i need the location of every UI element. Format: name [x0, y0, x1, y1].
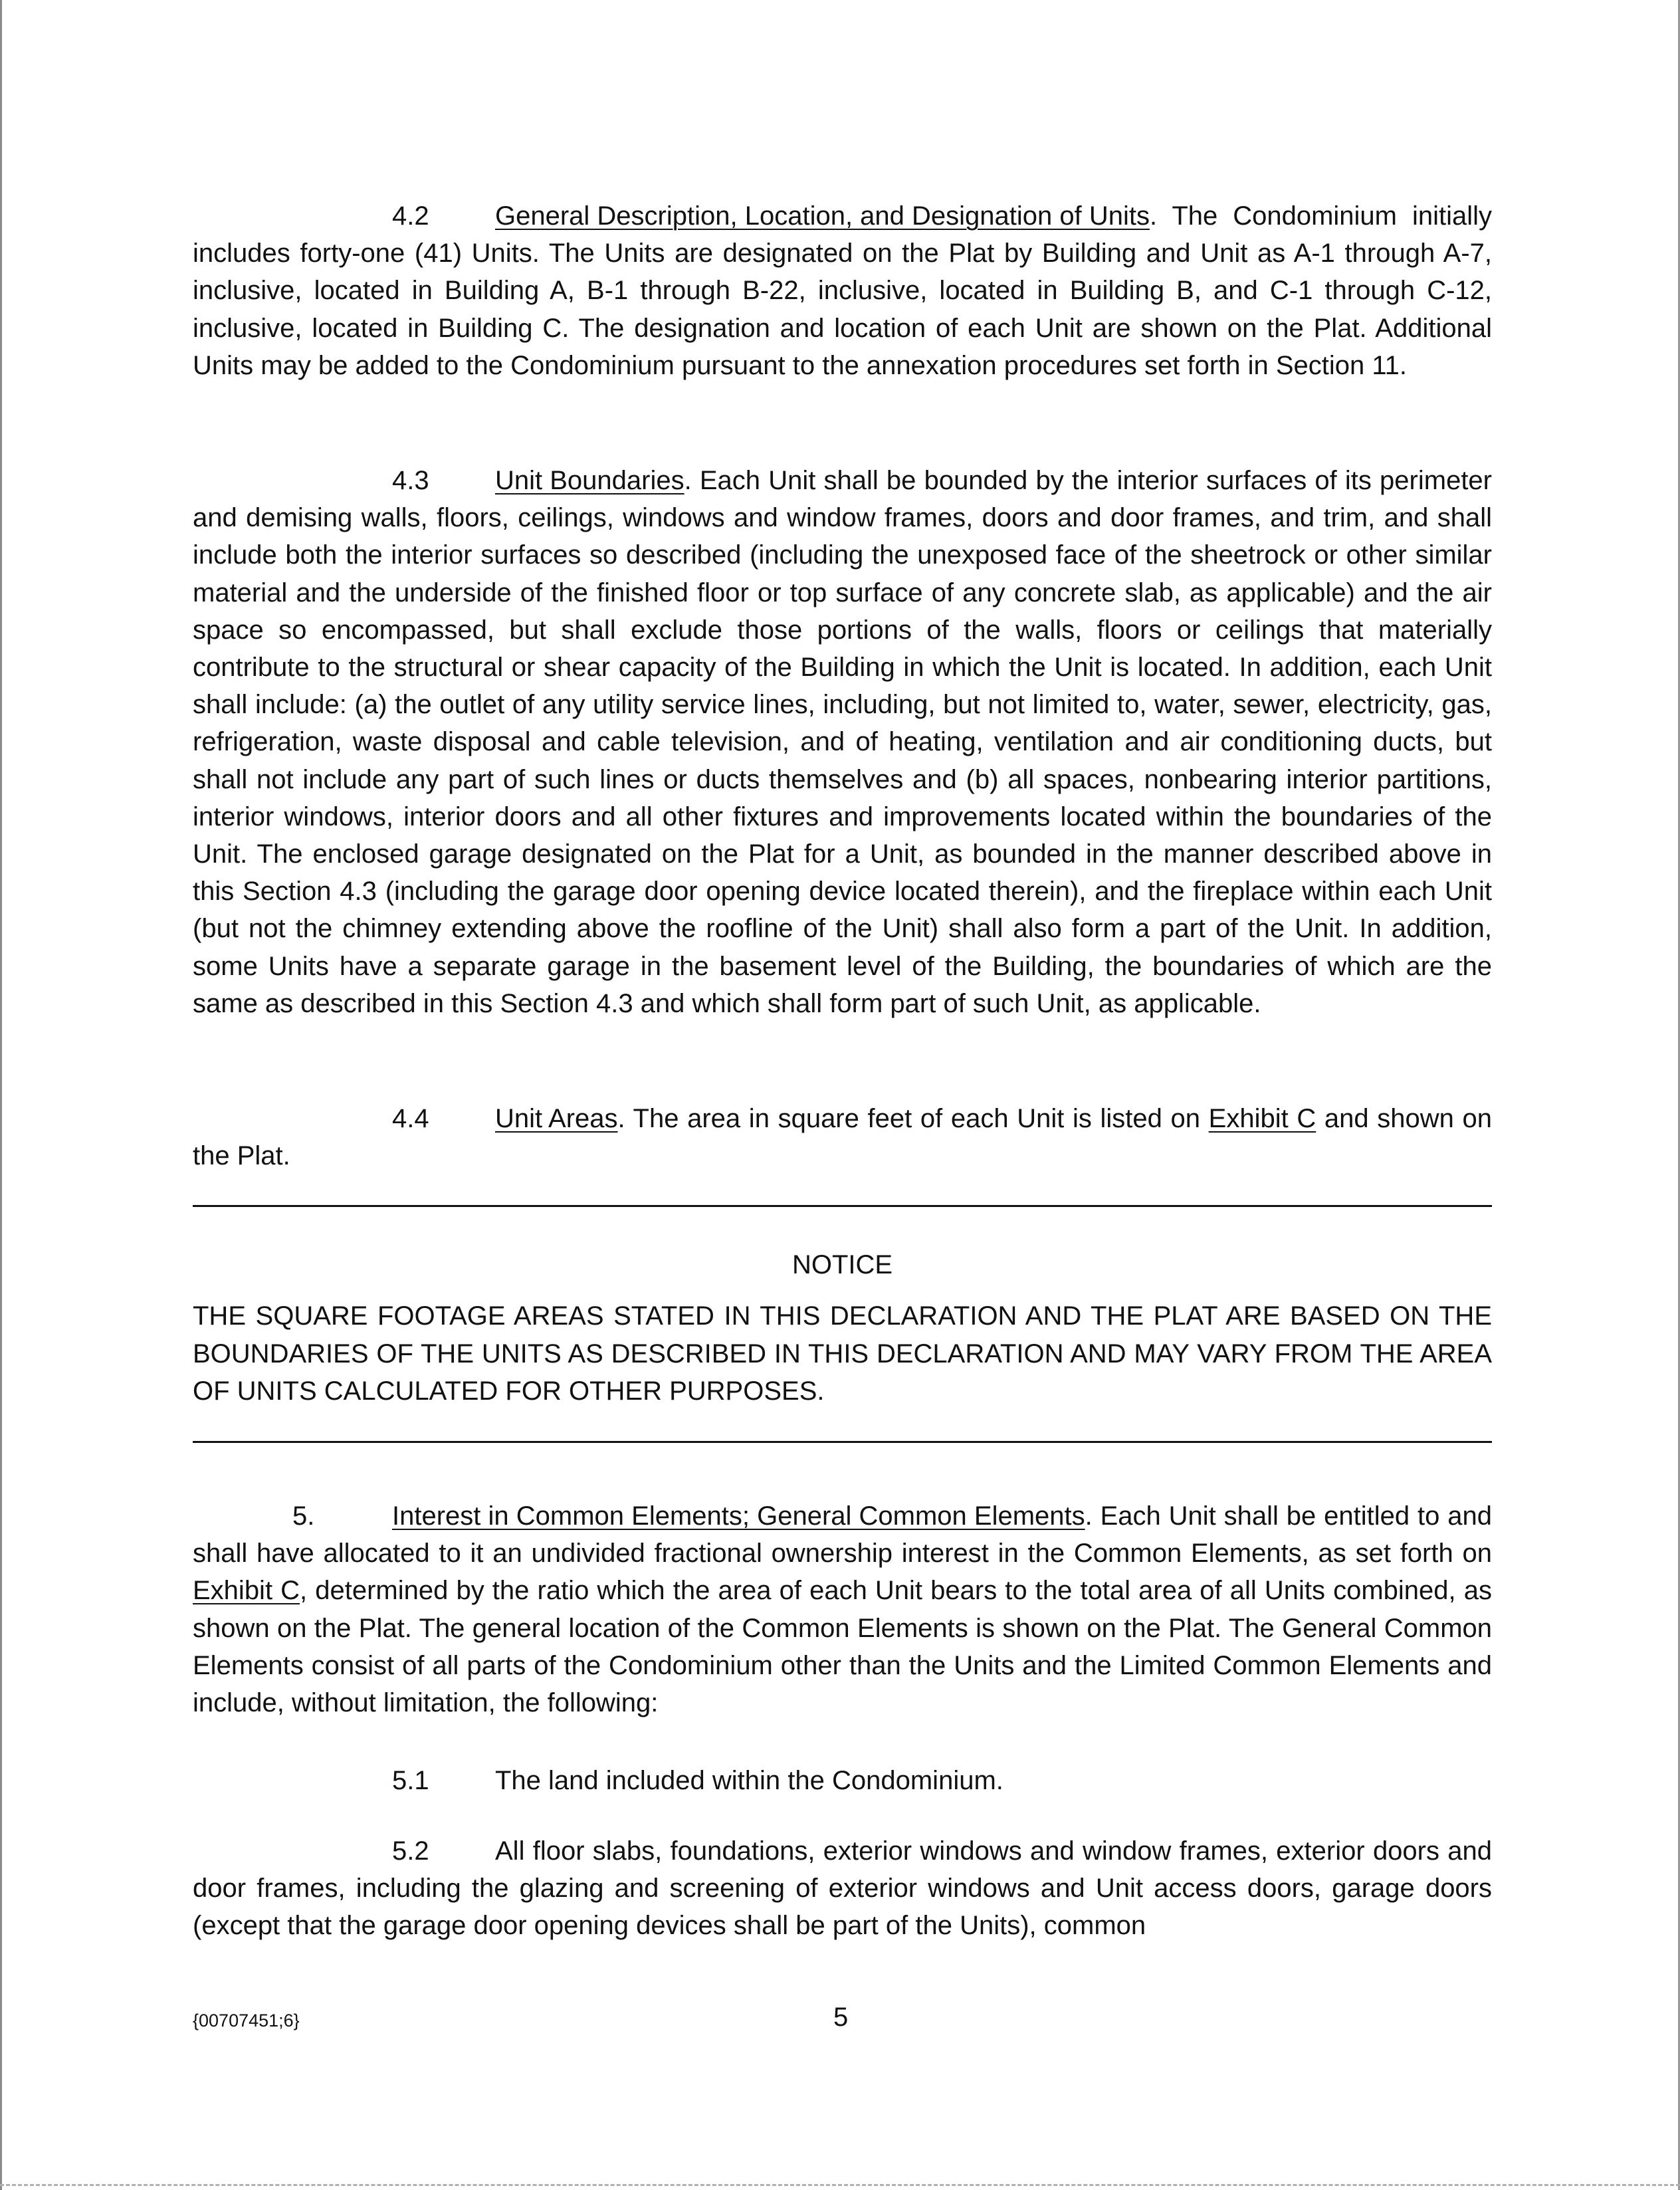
section-number: 4.3 [392, 466, 429, 495]
section-number: 4.2 [392, 201, 429, 231]
notice-rule-top [193, 1205, 1492, 1207]
notice-body: THE SQUARE FOOTAGE AREAS STATED IN THIS DECLARATION AND THE PLAT ARE BASED ON THE BOUNDARIES OF THE UNITS AS DESCRIBED IN THIS DECLARATION AND MAY VARY FROM THE AREA OF UNITS CALCULATED FOR OTHER PURPOSES. [193, 1301, 1492, 1406]
section-4-3 [193, 462, 1492, 1022]
section-body: . The Condominium initially includes forty-one (41) Units. The Units are designated on the Plat by Building and Unit as A-1 through A-7, inclusive, located in Building A, B-1 through B-22, inclusive, located in Building B, and C-1 through C-12, inclusive, located in Building C. The designation and location of each Unit are shown on the Plat. Additional Units may be added to the Condominium pursuant to the annexation procedures set forth in Section 11. [193, 201, 1492, 380]
section-body-end: and shown on the Plat. [193, 1104, 1492, 1171]
scan-edge-left [0, 0, 2, 2190]
section-body: . Each Unit shall be bounded by the interior surfaces of its perimeter and demising walls, floors, ceilings, windows and window frames, doors and door frames, and trim, and shall include both the interior surfaces so described (including the unexposed face of the sheetrock or other similar material and the underside of the finished floor or top surface of any concrete slab, as applicable) and the air space so encompassed, but shall exclude those portions of the walls, floors or ceilings that materially contribute to the structural or shear capacity of the Building in which the Unit is located. In addition, each Unit shall include: (a) the outlet of any utility service lines, including, but not limited to, water, sewer, electricity, gas, refrigeration, waste disposal and cable television, and of heating, ventilation and air conditioning ducts, but shall not include any part of such lines or ducts themselves and (b) all spaces, nonbearing interior partitions, interior windows, interior doors and all other fixtures and improvements located within the boundaries of the Unit. The enclosed garage designated on the Plat for a Unit, as bounded in the manner described above in this Section 4.3 (including the garage door opening device located therein), and the fireplace within each Unit (but not the chimney extending above the roofline of the Unit) shall also form a part of the Unit. In addition, some Units have a separate garage in the basement level of the Building, the boundaries of which are the same as described in this Section 4.3 and which shall form part of such Unit, as applicable. [193, 466, 1492, 1018]
section-5-1 [193, 1762, 1492, 1799]
section-5 [193, 1497, 1492, 1721]
section-heading: Unit Areas [495, 1104, 618, 1133]
section-4-2 [193, 197, 1492, 384]
section-number: 5.2 [392, 1836, 429, 1866]
section-heading: General Description, Location, and Designation of Units [495, 201, 1150, 231]
exhibit-reference: Exhibit C [1208, 1104, 1316, 1133]
section-number: 5. [292, 1501, 315, 1531]
section-4-4 [193, 1100, 1492, 1174]
section-heading: Interest in Common Elements; General Common Elements [392, 1501, 1085, 1531]
section-5-2 [193, 1832, 1492, 1945]
section-body: . The area in square feet of each Unit is listed on [617, 1104, 1209, 1133]
section-number: 5.1 [392, 1766, 429, 1795]
section-body: The land included within the Condominium. [495, 1766, 1003, 1795]
exhibit-reference: Exhibit C [193, 1576, 300, 1606]
notice-rule-bottom [193, 1441, 1492, 1443]
section-number: 4.4 [392, 1104, 429, 1133]
scan-edge-bottom [0, 2184, 1680, 2186]
document-id: {00707451;6} [193, 2011, 300, 2030]
page-number: 5 [833, 2003, 849, 2032]
section-heading: Unit Boundaries [495, 466, 684, 495]
notice-title: NOTICE [791, 1250, 893, 1279]
section-body-end: , determined by the ratio which the area of each Unit bears to the total area of all Units combined, as shown on the Plat. The general location of the Common Elements is shown on the Plat. The General Common Elements consist of all parts of the Condominium other than the Units and the Limited Common Elements and include, without limitation, the following: [193, 1576, 1492, 1718]
section-body: All floor slabs, foundations, exterior windows and window frames, exterior doors and door frames, including the glazing and screening of exterior windows and Unit access doors, garage doors (except that the garage door opening devices shall be part of the Units), common [193, 1836, 1492, 1941]
section-body: . Each Unit shall be entitled to and shall have allocated to it an undivided fractional ownership interest in the Common Elements, as set forth on [193, 1501, 1492, 1569]
